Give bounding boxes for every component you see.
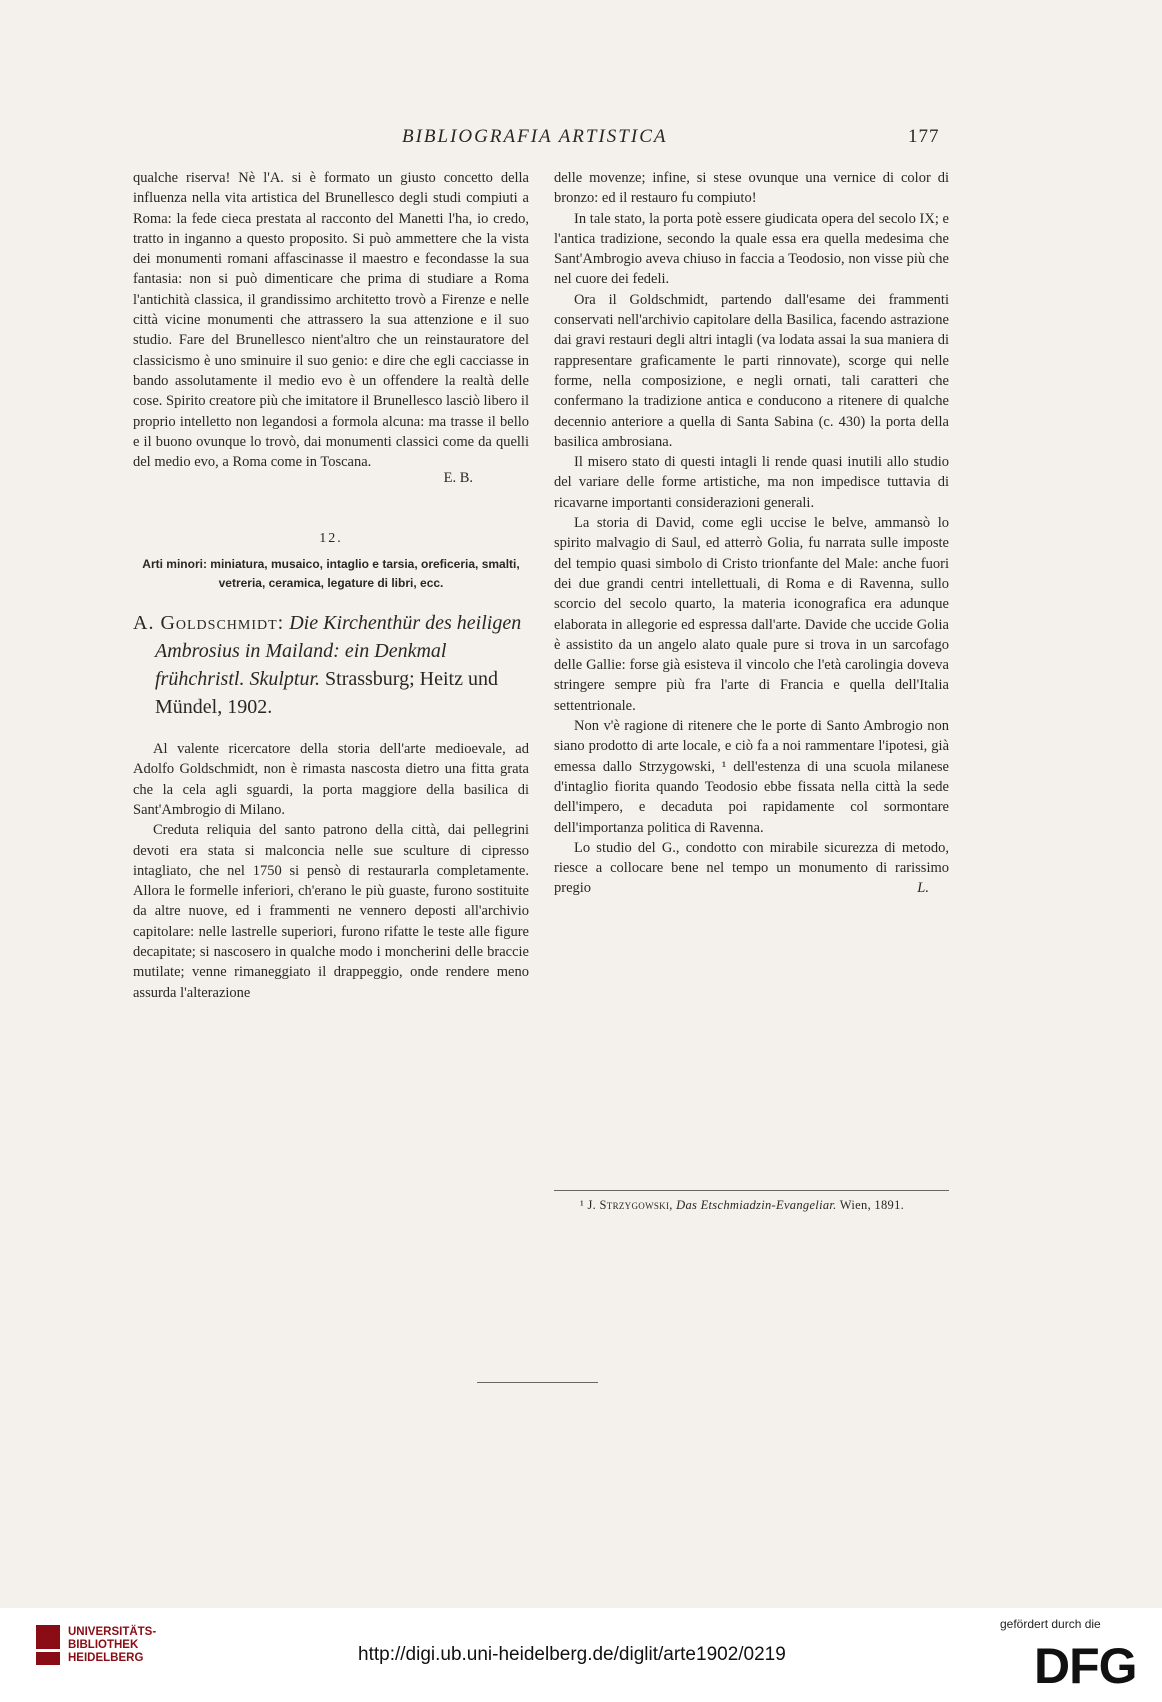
paragraph: La storia di David, come egli uccise le belve, ammansò lo spirito malvagio di Saul, ed atterrò Golia, fu narrata sulle imposte del tempio quasi simbolo di Cristo trionfante del Male: anche fuori dei due grandi centri intellettuali, di Roma e di Ravenna, sullo scorcio del secolo quarto, la materia iconografica era adunque elaborata in allegorie ed espressa dall'arte. Davide che uccide Golia è assistito da un angelo alato quale pure si trova in un sarcofago delle Gallie: forse già esisteva il vincolo che l'età carolingia doveva stringere sempre più fra l'arte di Francia e quella dell'Italia settentrionale.: [554, 515, 949, 714]
library-name-line: HEIDELBERG: [68, 1652, 144, 1664]
footnote: [580, 1198, 952, 1213]
page-number: 177: [908, 126, 940, 147]
paragraph: qualche riserva! Nè l'A. si è formato un giusto concetto della influenza nella vita artistica del Brunellesco degli studi compiuti a Roma: la fede cieca prestata al racconto del Manetti l'ha, io credo, tratto in inganno a questo proposito. Si può ammettere che la vista dei monumenti romani affascinasse il maestro e fecondasse la sua fantasia: non si può dimenticare che prima di studiare a Roma l'antichità classica, il grandissimo architetto trovò a Firenze e nelle città vicine monumenti che attrassero la sua attenzione e il suo studio. Fare del Brunellesco nient'altro che un reinstauratore del classicismo è uno sminuire il suo genio: e dire che egli cacciasse in bando assolutamente il medio evo è un offendere la realtà delle cose. Spirito creatore più che imitatore il Brunellesco lasciò libero il proprio intelletto non legandosi a formola alcuna: ma trasse il bello e il buono ovunque lo trovò, dai monumenti classici come da quelli del medio evo, a Roma come in Toscana.: [133, 170, 529, 471]
paragraph: Creduta reliquia del santo patrono della città, dai pellegrini devoti era stata si malconcia nelle sue sculture di cipresso intagliato, che nel 1750 si pensò di restaurarla completamente. Allora le formelle inferiori, ch'erano le più guaste, furono sostituite da altre nuove, ed i frammenti ne vennero deposti all'archivio capitolare: nelle lastrelle superiori, furono rifatte le teste alle figure decapitate; si nascosero in qualche modo i moncherini delle braccie mutilate; venne rimaneggiato il drappeggio, onde rendere meno assurda l'alterazione: [133, 822, 529, 1001]
library-logo-icon: [36, 1625, 60, 1649]
paragraph: Non v'è ragione di ritenere che le porte di Santo Ambrogio non siano prodotto di arte locale, e ciò fa a noi rammentare l'ipotesi, già emessa dallo Strzygowski, ¹ dell'estenza di una scuola milanese d'intaglio fiorita quando Teodosio ebbe fissata nella città la sede dell'impero, e decaduta poi rapidamente col sormontare dell'importanza politica di Ravenna.: [554, 718, 949, 836]
permalink[interactable]: http://digi.ub.uni-heidelberg.de/diglit/arte1902/0219: [358, 1644, 786, 1665]
paragraph: In tale stato, la porta potè essere giudicata opera del secolo IX; e l'antica tradizione, secondo la quale essa era quella medesima che Sant'Ambrogio aveva chiuso in faccia a Teodosio, non visse più che nel cuore dei fedeli.: [554, 210, 949, 288]
entry-title: Die Kirchenthür des heiligen Ambrosius in Mailand: ein Denkmal frühchristl. Skulptur.: [155, 612, 522, 691]
running-title: BIBLIOGRAFIA ARTISTICA: [402, 126, 668, 147]
entry-imprint: Strassburg; Heitz und Mündel, 1902.: [155, 668, 498, 719]
footnote-author: J. Strzygowski,: [587, 1198, 673, 1212]
end-rule: [477, 1382, 598, 1383]
left-column: [133, 168, 529, 1003]
footnote-imprint: Wien, 1891.: [839, 1198, 905, 1212]
funded-by-label: gefördert durch die: [1000, 1617, 1101, 1631]
library-name: [68, 1626, 188, 1665]
paragraph: [554, 838, 949, 899]
footnote-marker: ¹: [580, 1198, 585, 1212]
library-logo-icon: [36, 1652, 60, 1665]
paragraph: delle movenze; infine, si stese ovunque una vernice di color di bronzo: ed il restauro fu compiuto!: [554, 170, 949, 207]
paragraph: Il misero stato di questi intagli li rende quasi inutili allo studio del variare delle forme artistiche, ma non impedisce tuttavia di ricavarne importanti considerazioni generali.: [554, 454, 949, 511]
footnote-rule: [554, 1190, 949, 1191]
bibliographic-entry: [133, 609, 529, 721]
paragraph: Ora il Goldschmidt, partendo dall'esame dei frammenti conservati nell'archivio capitolare della Basilica, facendo astrazione dai gravi restauri degli altri intagli (va lodata assai la sua maniera di rappresentare graficamente le parti rinnovate), scorge qui nelle forme, nella composizione, e negli ornati, tali caratteri che confermano la tradizione antica e conducono a ritenere di qualche decennio anteriore a quella di Santa Sabina (c. 430) la porta della basilica ambrosiana.: [554, 291, 949, 450]
paragraph-text: Lo studio del G., condotto con mirabile sicurezza di metodo, riesce a collocare bene nel tempo un monumento di rarissimo pregio: [554, 839, 949, 897]
footnote-title: Das Etschmiadzin-Evangeliar.: [676, 1198, 837, 1212]
review-signature: L.: [917, 880, 929, 897]
section-title: Arti minori: miniatura, musaico, intaglio e tarsia, oreficeria, smalti, vetreria, ceramica, legature di libri, ecc.: [142, 557, 520, 591]
right-column: [554, 168, 949, 899]
library-name-line: UNIVERSITÄTS-: [68, 1626, 157, 1638]
entry-author: A. Goldschmidt:: [133, 612, 285, 635]
library-name-line: BIBLIOTHEK: [68, 1639, 139, 1651]
paragraph: Al valente ricercatore della storia dell'arte medioevale, ad Adolfo Goldschmidt, non è rimasta nascosta dietro una fitta grata che la cela agli sguardi, la porta maggiore della basilica di Sant'Ambrogio di Milano.: [133, 741, 529, 818]
section-number: 12.: [319, 530, 343, 546]
dfg-logo: DFG: [1034, 1638, 1137, 1694]
review-signature: E. B.: [443, 470, 473, 487]
running-header: [0, 126, 1162, 150]
footer-bar: [0, 1608, 1162, 1702]
